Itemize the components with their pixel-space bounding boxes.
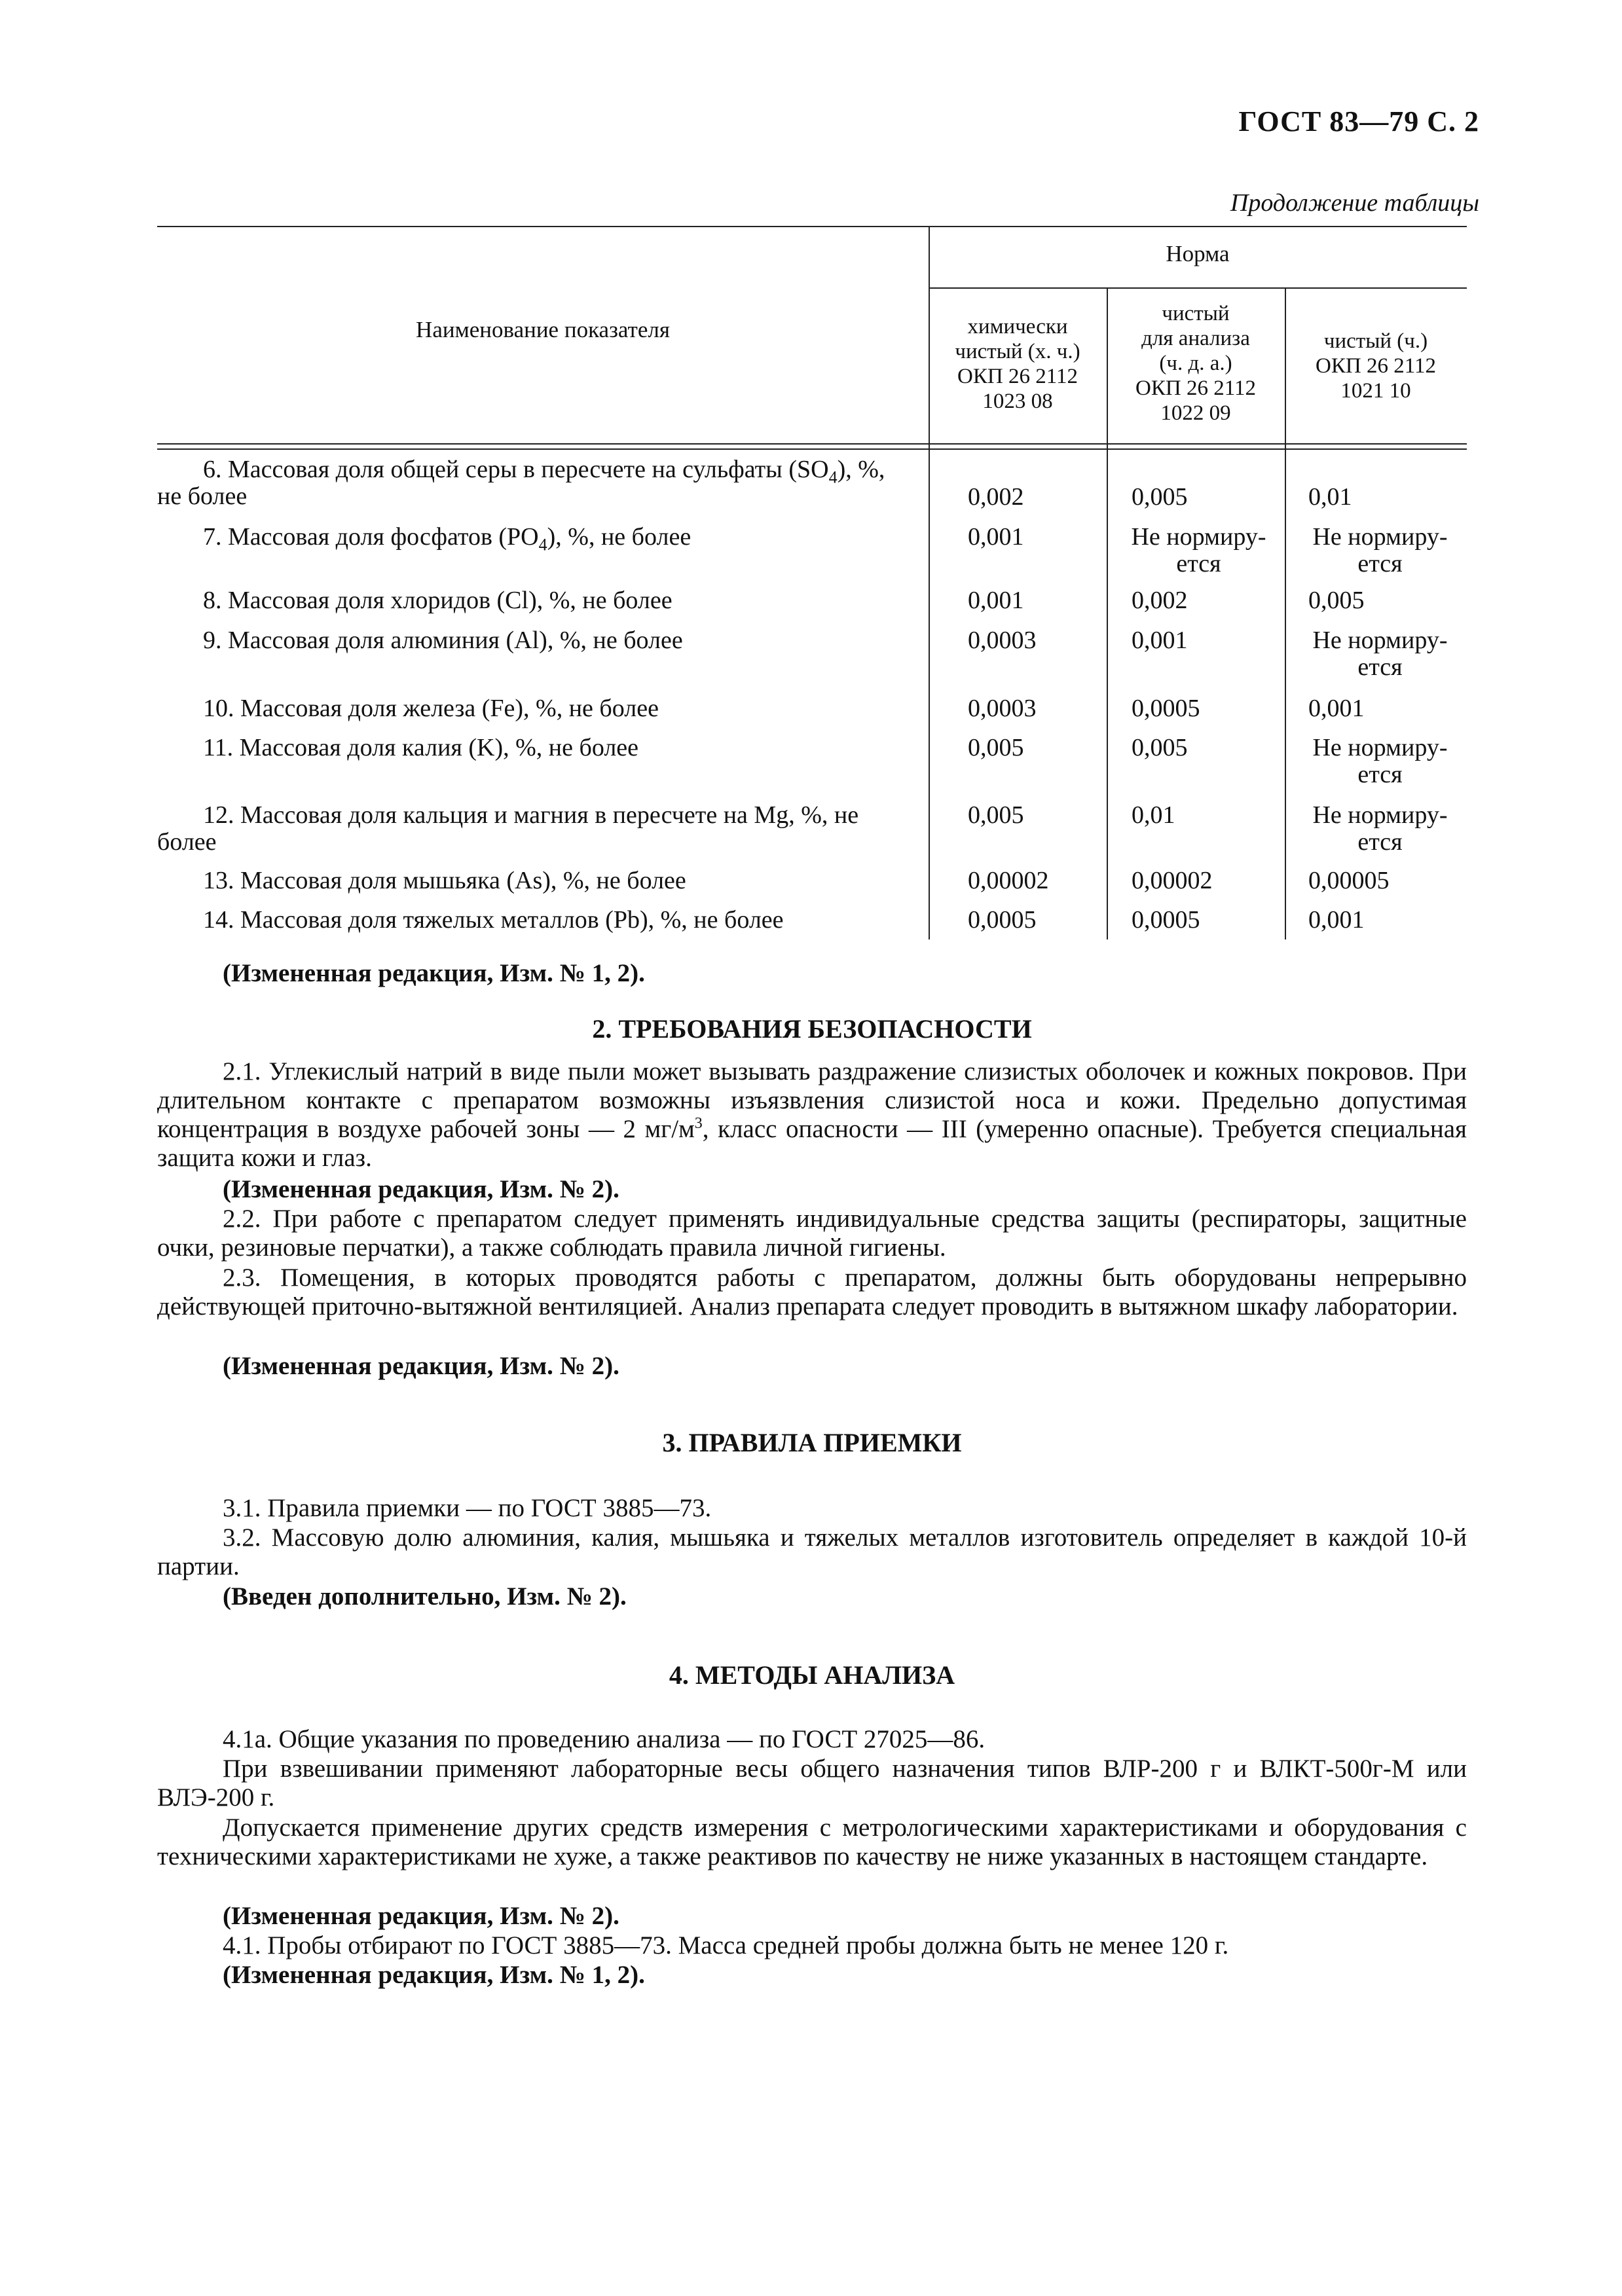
value-analysis-pure: 0,0005 bbox=[1132, 695, 1200, 722]
row-name: 10. Массовая доля железа (Fe), %, не более bbox=[203, 695, 659, 722]
value-chem-pure: 0,001 bbox=[968, 587, 1024, 614]
section-title: 4. МЕТОДЫ АНАЛИЗА bbox=[669, 1660, 955, 1690]
row-name: 11. Массовая доля калия (K), %, не более bbox=[203, 734, 639, 761]
table-top-rule bbox=[157, 226, 1467, 227]
value-analysis-pure: 0,00002 bbox=[1132, 867, 1213, 894]
row-name: 14. Массовая доля тяжелых металлов (Pb), %, не более bbox=[203, 906, 784, 934]
header-line: чистый (х. ч.) bbox=[955, 340, 1080, 363]
row-name: 13. Массовая доля мышьяка (As), %, не более bbox=[203, 867, 686, 894]
paragraph: 3.1. Правила приемки — по ГОСТ 3885—73. bbox=[223, 1494, 712, 1522]
column-header-grade-2 bbox=[1107, 301, 1285, 426]
row-name: 12. Массовая доля кальция и магния в пересчете на Mg, %, не более bbox=[157, 801, 859, 856]
value-analysis-pure: 0,0005 bbox=[1132, 906, 1200, 934]
header-line: (ч. д. а.) bbox=[1159, 352, 1232, 375]
paragraph: 3.2. Массовую долю алюминия, калия, мышьяка и тяжелых металлов изготовитель определяет в каждой 10-й партии. bbox=[157, 1523, 1467, 1580]
row-name: 8. Массовая доля хлоридов (Cl), %, не более bbox=[203, 587, 673, 614]
header-line: 1023 08 bbox=[982, 390, 1053, 413]
amendment-note: (Измененная редакция, Изм. № 1, 2). bbox=[223, 1961, 645, 1989]
header-line: химически bbox=[967, 315, 1068, 338]
paragraph: 4.1а. Общие указания по проведению анализа — по ГОСТ 27025—86. bbox=[223, 1725, 986, 1753]
norm-header-rule bbox=[929, 287, 1467, 289]
amendment-note: (Измененная редакция, Изм. № 2). bbox=[223, 1352, 619, 1380]
column-header-grade-3 bbox=[1285, 329, 1467, 403]
header-line: 1022 09 bbox=[1160, 401, 1231, 425]
value-chem-pure: 0,005 bbox=[968, 734, 1024, 761]
row-name: 9. Массовая доля алюминия (Al), %, не более bbox=[203, 627, 683, 654]
header-line: ОКП 26 2112 bbox=[1316, 354, 1436, 378]
value-pure: 0,001 bbox=[1308, 906, 1365, 934]
value-chem-pure: 0,002 bbox=[968, 483, 1024, 511]
value-pure: 0,005 bbox=[1308, 587, 1365, 614]
value-pure: Не нормиру-ется bbox=[1312, 801, 1448, 856]
value-chem-pure: 0,0003 bbox=[968, 627, 1037, 654]
value-analysis-pure: Не нормиру-ется bbox=[1131, 523, 1266, 577]
row-name: 6. Массовая доля общей серы в пересчете на сульфаты $(SO_4)$, %, не более bbox=[157, 456, 885, 510]
section-title: 2. ТРЕБОВАНИЯ БЕЗОПАСНОСТИ bbox=[592, 1014, 1032, 1044]
value-analysis-pure: 0,002 bbox=[1132, 587, 1188, 614]
paragraph: 4.1. Пробы отбирают по ГОСТ 3885—73. Масса средней пробы должна быть не менее 120 г. bbox=[223, 1931, 1229, 1959]
paragraph: При взвешивании применяют лабораторные весы общего назначения типов ВЛР-200 г и ВЛКТ-500г-М или ВЛЭ-200 г. bbox=[157, 1755, 1467, 1812]
paragraph: Допускается применение других средств измерения с метрологическими характеристиками и оборудования с техническими характеристиками не хуже, а также реактивов по качеству не ниже указанных в настоящем стандарте. bbox=[157, 1813, 1467, 1870]
value-analysis-pure: 0,01 bbox=[1132, 801, 1175, 829]
row-name: 7. Массовая доля фосфатов $(PO_4)$, %, не более bbox=[203, 523, 691, 555]
header-bottom-rule bbox=[157, 443, 1467, 445]
value-analysis-pure: 0,005 bbox=[1132, 483, 1188, 511]
value-pure: Не нормиру-ется bbox=[1312, 627, 1448, 681]
value-pure: 0,00005 bbox=[1308, 867, 1390, 894]
value-chem-pure: 0,0005 bbox=[968, 906, 1037, 934]
table-divider bbox=[1285, 448, 1286, 939]
value-pure: 0,001 bbox=[1308, 695, 1365, 722]
column-header-norm: Норма bbox=[1166, 241, 1230, 266]
amendment-note: (Измененная редакция, Изм. № 2). bbox=[223, 1902, 619, 1930]
paragraph: 2.3. Помещения, в которых проводятся работы с препаратом, должны быть оборудованы непрерывно действующей приточно-вытяжной вентиляцией. Анализ препарата следует проводить в вытяжном шкафу лаборатории. bbox=[157, 1264, 1467, 1321]
doc-reference: ГОСТ 83—79 С. 2 bbox=[1238, 105, 1479, 137]
section-title: 3. ПРАВИЛА ПРИЕМКИ bbox=[662, 1428, 962, 1457]
value-pure: Не нормиру-ется bbox=[1312, 523, 1448, 577]
table-continuation-label: Продолжение таблицы bbox=[1230, 189, 1479, 217]
header-line: чистый (ч.) bbox=[1323, 329, 1428, 353]
amendment-note: (Измененная редакция, Изм. № 1, 2). bbox=[223, 959, 645, 987]
header-line: 1021 10 bbox=[1340, 379, 1411, 403]
header-line: ОКП 26 2112 bbox=[957, 365, 1078, 388]
value-chem-pure: 0,005 bbox=[968, 801, 1024, 829]
header-line: для анализа bbox=[1141, 327, 1250, 350]
value-pure: 0,01 bbox=[1308, 483, 1352, 511]
header-line: ОКП 26 2112 bbox=[1135, 376, 1256, 400]
header-line: чистый bbox=[1162, 302, 1230, 325]
value-chem-pure: 0,0003 bbox=[968, 695, 1037, 722]
amendment-note: (Измененная редакция, Изм. № 2). bbox=[223, 1175, 619, 1203]
value-pure: Не нормиру-ется bbox=[1312, 734, 1448, 788]
value-analysis-pure: 0,005 bbox=[1132, 734, 1188, 761]
amendment-note: (Введен дополнительно, Изм. № 2). bbox=[223, 1582, 627, 1611]
table-divider bbox=[1107, 448, 1108, 939]
header-bottom-rule bbox=[157, 448, 1467, 450]
value-analysis-pure: 0,001 bbox=[1132, 627, 1188, 654]
column-header-name: Наименование показателя bbox=[416, 317, 670, 342]
value-chem-pure: 0,001 bbox=[968, 523, 1024, 551]
column-header-grade-1 bbox=[929, 314, 1107, 414]
value-chem-pure: 0,00002 bbox=[968, 867, 1049, 894]
paragraph: 2.1. Углекислый натрий в виде пыли может вызывать раздражение слизистых оболочек и кожных покровов. При длительном контакте с препаратом возможны изъязвления слизистой носа и кожи. Предельно допустимая концентрация в воздухе рабочей зоны — 2 $мг/м^3$, класс опасности — III (умеренно опасные). Требуется специальная защита кожи и глаз. bbox=[157, 1057, 1467, 1172]
paragraph: 2.2. При работе с препаратом следует применять индивидуальные средства защиты (респираторы, защитные очки, резиновые перчатки), а также соблюдать правила личной гигиены. bbox=[157, 1205, 1467, 1262]
